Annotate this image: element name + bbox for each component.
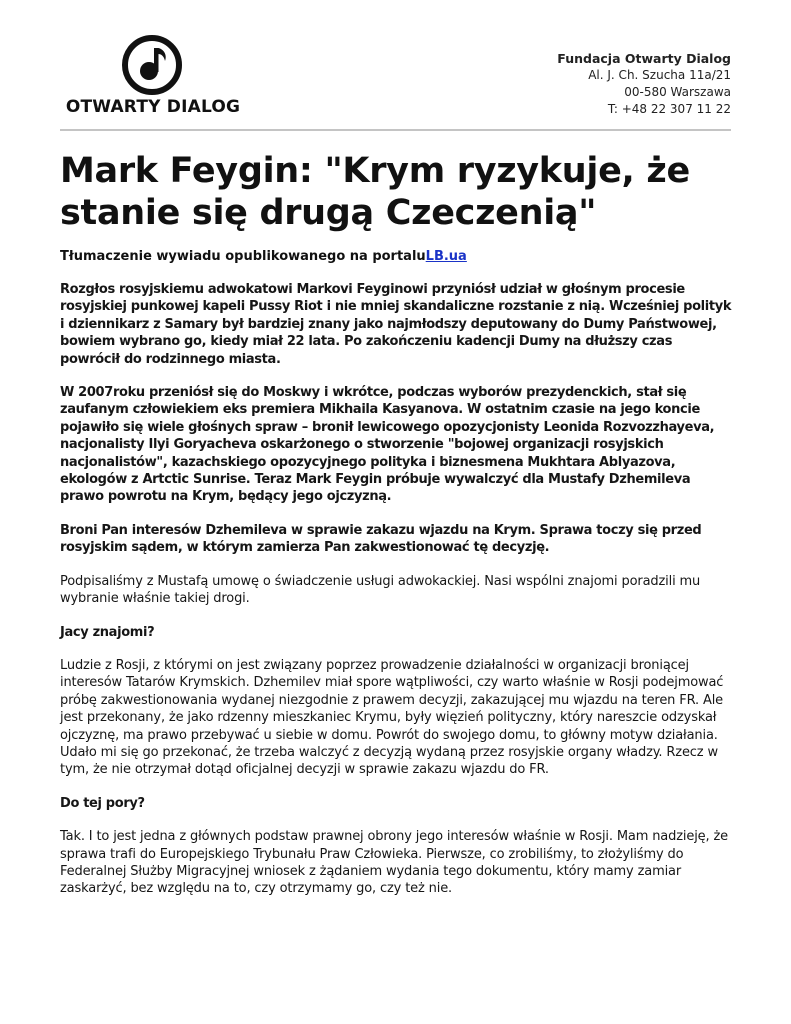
question-3: Do tej pory? <box>60 795 145 811</box>
article-title: Mark Feygin: "Krym ryzykuje, że stanie się drugą Czeczenią" <box>60 151 690 233</box>
otwarty-dialog-logo-icon <box>121 34 183 96</box>
address-city: 00-580 Warszawa <box>624 85 731 99</box>
subtitle-text: Tłumaczenie wywiadu opublikowanego na portalu <box>60 249 426 264</box>
question-1: Broni Pan interesów Dzhemileva w sprawie zakazu wjazdu na Krym. Sprawa toczy się przed rosyjskim sądem, w którym zamierza Pan zakwestionować tę decyzję. <box>60 522 702 556</box>
address-street: Al. J. Ch. Szucha 11a/21 <box>588 68 731 82</box>
logo-text: OTWARTY DIALOG <box>65 97 241 117</box>
answer-2: Ludzie z Rosji, z którymi on jest związany poprzez prowadzenie działalności w organizacji broniącej interesów Tatarów Krymskich. Dzhemilev miał spore wątpliwości, czy warto właśnie w Rosji podejmować próbę zakwestionowania wydanej niezgodnie z prawem decyzji, zakazującej mu wjazdu na teren FR. Ale jest przekonany, że jako rdzenny mieszkaniec Krymu, były więzień polityczny, który nareszcie odzyskał ojczyznę, ma prawo przebywać u siebie w domu. Powrót do swojego domu, to główny motyw działania. Udało mi się go przekonać, że trzeba walczyć z decyzją wydaną przez rosyjskie organy władzy. Rzecz w tym, że nie otrzymał dotąd oficjalnej decyzji w sprawie zakazu wjazdu do FR. <box>60 657 724 778</box>
article-subtitle <box>60 248 734 265</box>
lead-paragraph-2: W 2007roku przeniósł się do Moskwy i wkrótce, podczas wyborów prezydenckich, stał się zaufanym człowiekiem eks premiera Mikhaila Kasyanova. W ostatnim czasie na jego koncie pojawiło się wiele głośnych spraw – bronił lewicowego opozycjonisty Leonida Rozvozzhayeva, nacjonalisty Ilyi Goryacheva oskarżonego o stworzenie "bojowej organizacji rosyjskich nacjonalistów", kazachskiego opozycyjnego polityka i biznesmena Mukhtara Ablyazova, ekologów z Artctic Sunrise. Teraz Mark Feygin próbuje wywalczyć dla Mustafy Dzhemileva prawo powrotu na Krym, będący jego ojczyzną. <box>60 385 715 505</box>
logo <box>58 34 248 124</box>
question-2: Jacy znajomi? <box>60 624 155 640</box>
source-link[interactable]: LB.ua <box>425 249 467 264</box>
answer-1: Podpisaliśmy z Mustafą umowę o świadczenie usługi adwokackiej. Nasi wspólni znajomi poradzili mu wybranie właśnie takiej drogi. <box>60 573 701 607</box>
article <box>60 150 734 914</box>
organization-name: Fundacja Otwarty Dialog <box>557 51 731 66</box>
address-phone: T: +48 22 307 11 22 <box>607 102 731 116</box>
answer-3: Tak. I to jest jedna z głównych podstaw prawnej obrony jego interesów właśnie w Rosji. Mam nadzieję, że sprawa trafi do Europejskiego Trybunału Praw Człowieka. Pierwsze, co zrobiliśmy, to złożyliśmy do Federalnej Służby Migracyjnej wniosek z żądaniem wydania tego dokumentu, który mamy zamiar zaskarżyć, bez względu na to, czy otrzymamy go, czy też nie. <box>60 829 729 897</box>
lead-paragraph-1: Rozgłos rosyjskiemu adwokatowi Markovi Feyginowi przyniósł udział w głośnym procesie rosyjskiej punkowej kapeli Pussy Riot i nie mniej skandaliczne rozstanie z nią. Wcześniej polityk i dziennikarz z Samary był bardziej znany jako najmłodszy deputowany do Dumy Państwowej, bowiem wybrano go, kiedy miał 22 lata. Po zakończeniu kadencji Dumy na dłuższy czas powrócił do rodzinnego miasta. <box>60 282 732 367</box>
header-divider <box>60 129 731 131</box>
address-block <box>557 50 731 118</box>
